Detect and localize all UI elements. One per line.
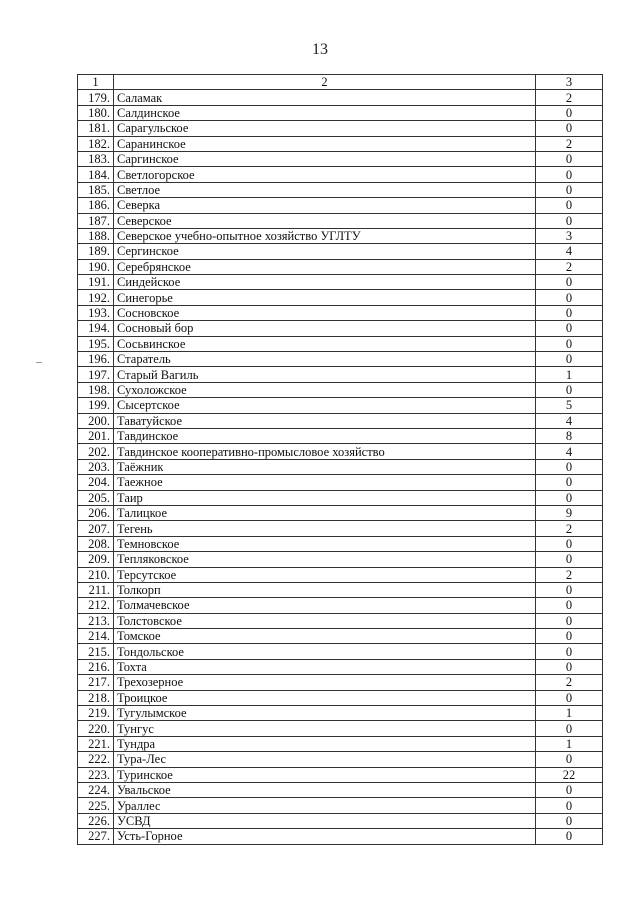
- organization-name: Талицкое: [114, 505, 536, 520]
- organization-name: Саранинское: [114, 136, 536, 151]
- row-value: 0: [536, 213, 603, 228]
- row-value: 0: [536, 475, 603, 490]
- table-row: [78, 767, 603, 782]
- table-row: [78, 367, 603, 382]
- organization-name: Светлогорское: [114, 167, 536, 182]
- table-row: [78, 582, 603, 597]
- table-row: [78, 167, 603, 182]
- table-header: [78, 75, 603, 90]
- table-row: [78, 782, 603, 797]
- row-value: 1: [536, 367, 603, 382]
- row-value: 8: [536, 428, 603, 443]
- table-row: [78, 706, 603, 721]
- row-value: 2: [536, 521, 603, 536]
- row-number: 180.: [78, 105, 114, 120]
- row-number: 183.: [78, 151, 114, 166]
- row-value: 2: [536, 90, 603, 105]
- row-number: 209.: [78, 552, 114, 567]
- organization-name: Тура-Лес: [114, 752, 536, 767]
- row-value: 0: [536, 752, 603, 767]
- table-row: [78, 259, 603, 274]
- row-number: 217.: [78, 675, 114, 690]
- organization-name: Синдейское: [114, 275, 536, 290]
- row-number: 189.: [78, 244, 114, 259]
- row-number: 181.: [78, 121, 114, 136]
- organization-name: Тавдинское: [114, 428, 536, 443]
- row-value: 22: [536, 767, 603, 782]
- row-value: 0: [536, 490, 603, 505]
- organization-name: Толкорп: [114, 582, 536, 597]
- row-number: 211.: [78, 582, 114, 597]
- organization-name: Саргинское: [114, 151, 536, 166]
- table-row: [78, 198, 603, 213]
- organization-name: Тохта: [114, 659, 536, 674]
- organization-name: Усть-Горное: [114, 829, 536, 844]
- row-value: 1: [536, 706, 603, 721]
- row-number: 191.: [78, 275, 114, 290]
- organization-name: Салдинское: [114, 105, 536, 120]
- row-value: 0: [536, 167, 603, 182]
- table-row: [78, 121, 603, 136]
- row-number: 221.: [78, 736, 114, 751]
- organization-name: Тунгус: [114, 721, 536, 736]
- table-row: [78, 244, 603, 259]
- row-number: 213.: [78, 613, 114, 628]
- row-value: 0: [536, 721, 603, 736]
- row-value: 2: [536, 259, 603, 274]
- table-row: [78, 613, 603, 628]
- row-number: 204.: [78, 475, 114, 490]
- row-value: 4: [536, 244, 603, 259]
- organization-name: Темновское: [114, 536, 536, 551]
- organization-name: Тондольское: [114, 644, 536, 659]
- organization-name: Сосьвинское: [114, 336, 536, 351]
- organization-name: УСВД: [114, 813, 536, 828]
- row-value: 0: [536, 275, 603, 290]
- row-value: 2: [536, 675, 603, 690]
- organization-name: Таватуйское: [114, 413, 536, 428]
- row-number: 194.: [78, 321, 114, 336]
- organization-name: Таёжник: [114, 459, 536, 474]
- row-number: 188.: [78, 228, 114, 243]
- row-number: 195.: [78, 336, 114, 351]
- row-number: 227.: [78, 829, 114, 844]
- table-row: [78, 182, 603, 197]
- table-row: [78, 505, 603, 520]
- row-value: 1: [536, 736, 603, 751]
- row-value: 0: [536, 151, 603, 166]
- row-number: 182.: [78, 136, 114, 151]
- table-row: [78, 290, 603, 305]
- header-col-2: 2: [114, 75, 536, 90]
- table-row: [78, 444, 603, 459]
- organization-name: Ураллес: [114, 798, 536, 813]
- table-row: [78, 521, 603, 536]
- row-number: 215.: [78, 644, 114, 659]
- row-value: 0: [536, 598, 603, 613]
- row-number: 214.: [78, 629, 114, 644]
- row-number: 210.: [78, 567, 114, 582]
- row-value: 3: [536, 228, 603, 243]
- organization-name: Старый Вагиль: [114, 367, 536, 382]
- row-value: 0: [536, 829, 603, 844]
- row-number: 185.: [78, 182, 114, 197]
- row-number: 186.: [78, 198, 114, 213]
- row-value: 0: [536, 336, 603, 351]
- row-number: 224.: [78, 782, 114, 797]
- row-value: 0: [536, 798, 603, 813]
- row-value: 0: [536, 813, 603, 828]
- row-number: 200.: [78, 413, 114, 428]
- row-value: 0: [536, 782, 603, 797]
- row-number: 196.: [78, 352, 114, 367]
- row-value: 0: [536, 552, 603, 567]
- organization-name: Синегорье: [114, 290, 536, 305]
- table-row: [78, 151, 603, 166]
- row-value: 0: [536, 352, 603, 367]
- row-value: 0: [536, 644, 603, 659]
- table-row: [78, 536, 603, 551]
- row-value: 5: [536, 398, 603, 413]
- row-value: 0: [536, 690, 603, 705]
- organization-name: Сарагульское: [114, 121, 536, 136]
- organization-name: Томское: [114, 629, 536, 644]
- table-row: [78, 490, 603, 505]
- table-row: [78, 105, 603, 120]
- table-row: [78, 690, 603, 705]
- row-value: 0: [536, 459, 603, 474]
- page-number: 13: [312, 41, 328, 58]
- organization-name: Сосновый бор: [114, 321, 536, 336]
- row-value: 4: [536, 444, 603, 459]
- row-number: 212.: [78, 598, 114, 613]
- table-row: [78, 598, 603, 613]
- row-number: 179.: [78, 90, 114, 105]
- row-number: 197.: [78, 367, 114, 382]
- row-value: 9: [536, 505, 603, 520]
- row-number: 222.: [78, 752, 114, 767]
- table-row: [78, 659, 603, 674]
- organization-name: Таир: [114, 490, 536, 505]
- row-number: 193.: [78, 305, 114, 320]
- organization-name: Тепляковское: [114, 552, 536, 567]
- row-value: 0: [536, 659, 603, 674]
- organization-name: Сосновское: [114, 305, 536, 320]
- organization-name: Серебрянское: [114, 259, 536, 274]
- table-row: [78, 459, 603, 474]
- table-row: [78, 413, 603, 428]
- row-value: 2: [536, 136, 603, 151]
- table-row: [78, 352, 603, 367]
- header-col-1: 1: [78, 75, 114, 90]
- table-row: [78, 336, 603, 351]
- row-number: 202.: [78, 444, 114, 459]
- header-row: [78, 75, 603, 90]
- table-row: [78, 475, 603, 490]
- row-value: 2: [536, 567, 603, 582]
- row-number: 220.: [78, 721, 114, 736]
- row-number: 225.: [78, 798, 114, 813]
- table-row: [78, 736, 603, 751]
- row-value: 0: [536, 198, 603, 213]
- organization-name: Старатель: [114, 352, 536, 367]
- row-value: 0: [536, 121, 603, 136]
- row-value: 0: [536, 105, 603, 120]
- margin-mark: [36, 362, 42, 363]
- row-number: 216.: [78, 659, 114, 674]
- row-number: 201.: [78, 428, 114, 443]
- table-body: [78, 90, 603, 844]
- row-number: 198.: [78, 382, 114, 397]
- table-row: [78, 721, 603, 736]
- row-value: 0: [536, 582, 603, 597]
- organization-name: Терсутское: [114, 567, 536, 582]
- row-value: 0: [536, 536, 603, 551]
- table-row: [78, 675, 603, 690]
- table-row: [78, 382, 603, 397]
- table-row: [78, 90, 603, 105]
- table-row: [78, 829, 603, 844]
- table-row: [78, 398, 603, 413]
- row-number: 192.: [78, 290, 114, 305]
- organization-name: Тегень: [114, 521, 536, 536]
- row-number: 223.: [78, 767, 114, 782]
- row-value: 0: [536, 321, 603, 336]
- organization-name: Толмачевское: [114, 598, 536, 613]
- row-value: 0: [536, 290, 603, 305]
- header-col-3: 3: [536, 75, 603, 90]
- table-row: [78, 798, 603, 813]
- organization-name: Туринское: [114, 767, 536, 782]
- organization-name: Троицкое: [114, 690, 536, 705]
- row-value: 0: [536, 182, 603, 197]
- row-number: 226.: [78, 813, 114, 828]
- organization-name: Светлое: [114, 182, 536, 197]
- row-value: 0: [536, 305, 603, 320]
- table-row: [78, 552, 603, 567]
- organization-name: Северское: [114, 213, 536, 228]
- organization-name: Тундра: [114, 736, 536, 751]
- organization-name: Сухоложское: [114, 382, 536, 397]
- row-value: 4: [536, 413, 603, 428]
- table-row: [78, 213, 603, 228]
- table-row: [78, 629, 603, 644]
- row-number: 205.: [78, 490, 114, 505]
- row-number: 190.: [78, 259, 114, 274]
- organization-name: Северское учебно-опытное хозяйство УГЛТУ: [114, 228, 536, 243]
- table-row: [78, 136, 603, 151]
- table-row: [78, 305, 603, 320]
- organization-name: Таежное: [114, 475, 536, 490]
- row-number: 184.: [78, 167, 114, 182]
- row-number: 203.: [78, 459, 114, 474]
- row-number: 187.: [78, 213, 114, 228]
- table-row: [78, 275, 603, 290]
- table-row: [78, 567, 603, 582]
- table-row: [78, 752, 603, 767]
- organization-name: Тавдинское кооперативно-промысловое хозяйство: [114, 444, 536, 459]
- table-row: [78, 321, 603, 336]
- organization-name: Увальское: [114, 782, 536, 797]
- registry-table: [77, 74, 603, 845]
- organization-name: Саламак: [114, 90, 536, 105]
- row-number: 218.: [78, 690, 114, 705]
- row-number: 219.: [78, 706, 114, 721]
- table-row: [78, 428, 603, 443]
- organization-name: Сысертское: [114, 398, 536, 413]
- row-value: 0: [536, 613, 603, 628]
- row-value: 0: [536, 382, 603, 397]
- table-row: [78, 228, 603, 243]
- row-value: 0: [536, 629, 603, 644]
- table-row: [78, 813, 603, 828]
- organization-name: Трехозерное: [114, 675, 536, 690]
- organization-name: Северка: [114, 198, 536, 213]
- table-row: [78, 644, 603, 659]
- row-number: 207.: [78, 521, 114, 536]
- organization-name: Толстовское: [114, 613, 536, 628]
- organization-name: Тугулымское: [114, 706, 536, 721]
- row-number: 199.: [78, 398, 114, 413]
- organization-name: Сергинское: [114, 244, 536, 259]
- row-number: 206.: [78, 505, 114, 520]
- row-number: 208.: [78, 536, 114, 551]
